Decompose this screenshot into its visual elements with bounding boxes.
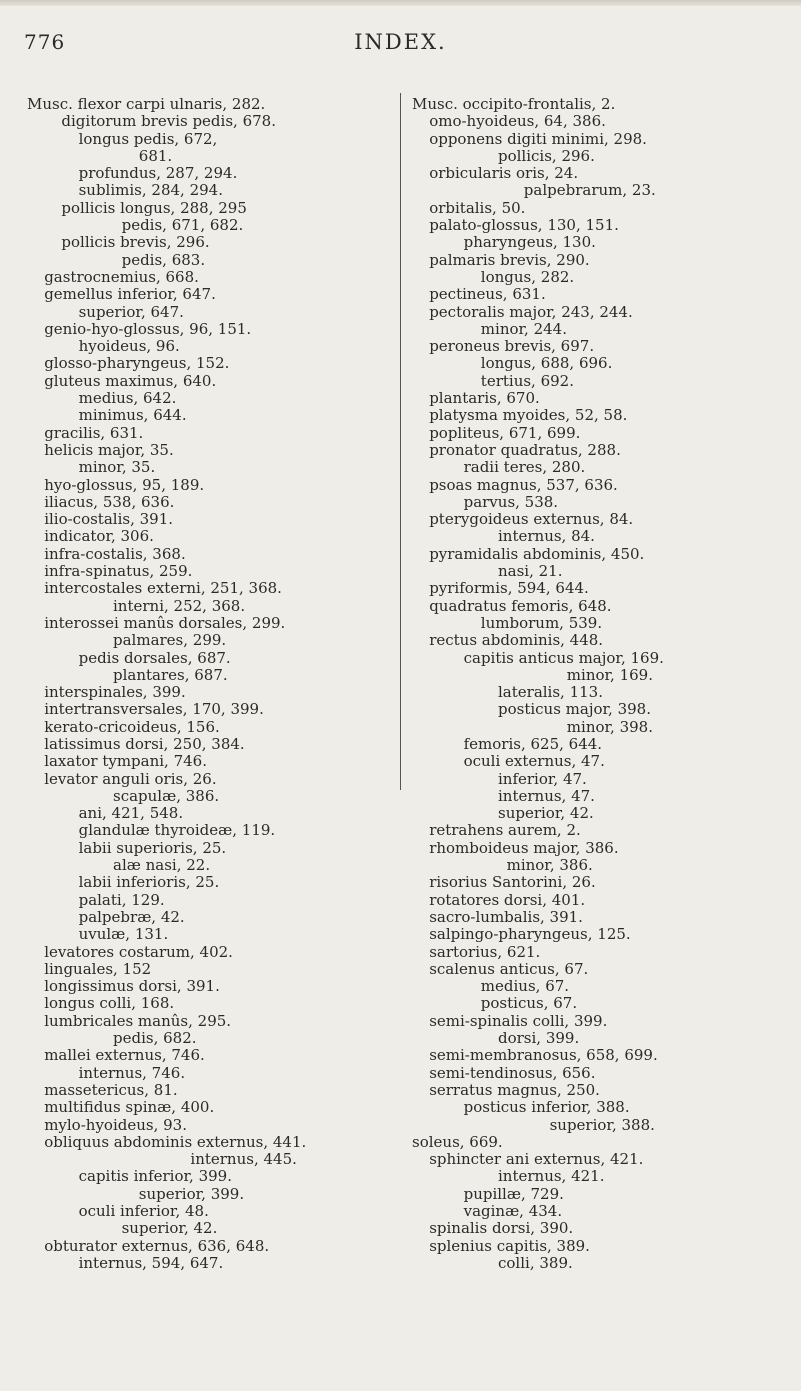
index-entry: superior, 399. <box>138 1184 245 1203</box>
index-entry: palmaris brevis, 290. <box>429 250 590 269</box>
index-entry: minimus, 644. <box>78 406 187 425</box>
index-entry: genio-hyo-glossus, 96, 151. <box>44 319 252 338</box>
index-entry: palato-glossus, 130, 151. <box>429 216 619 235</box>
index-entry: oculi externus, 47. <box>463 752 605 771</box>
index-entry: minor, 35. <box>78 458 156 477</box>
index-entry: posticus, 67. <box>480 994 578 1013</box>
index-entry: palpebrarum, 23. <box>523 181 656 200</box>
index-entry: serratus magnus, 250. <box>429 1080 600 1099</box>
index-entry: palmares, 299. <box>113 631 227 650</box>
index-entry: gracilis, 631. <box>44 423 144 442</box>
index-entry: popliteus, 671, 699. <box>429 423 581 442</box>
index-entry: multifidus spinæ, 400. <box>44 1098 215 1117</box>
index-entry: orbitalis, 50. <box>429 198 526 217</box>
index-entry: posticus inferior, 388. <box>463 1098 630 1117</box>
index-entry: pollicis brevis, 296. <box>61 233 210 252</box>
index-entry: ani, 421, 548. <box>78 804 184 823</box>
index-entry: tertius, 692. <box>480 371 574 390</box>
index-entry: capitis inferior, 399. <box>78 1167 232 1186</box>
index-entry: rhomboideus major, 386. <box>429 838 619 857</box>
index-entry: retrahens aurem, 2. <box>429 821 581 840</box>
index-entry: interossei manûs dorsales, 299. <box>44 613 286 632</box>
index-entry: scapulæ, 386. <box>113 786 220 805</box>
index-entry: longus, 282. <box>480 267 575 286</box>
index-entry: orbicularis oris, 24. <box>429 164 579 183</box>
index-entry: internus, 746. <box>78 1063 186 1082</box>
index-entry: pedis dorsales, 687. <box>78 648 231 667</box>
index-entry: lumbricales manûs, 295. <box>44 1011 232 1030</box>
index-entry: dorsi, 399. <box>498 1029 580 1048</box>
page-title: INDEX. <box>354 30 447 54</box>
index-entry: hyoideus, 96. <box>78 337 180 356</box>
page-top-edge <box>0 0 801 6</box>
index-entry: levatores costarum, 402. <box>44 942 233 961</box>
index-entry: glandulæ thyroideæ, 119. <box>78 821 276 840</box>
index-entry: psoas magnus, 537, 636. <box>429 475 618 494</box>
index-entry: sphincter ani externus, 421. <box>429 1150 644 1169</box>
index-entry: pronator quadratus, 288. <box>429 440 621 459</box>
index-entry: pyriformis, 594, 644. <box>429 579 589 598</box>
index-entry: internus, 445. <box>190 1150 297 1169</box>
index-entry: lumborum, 539. <box>480 613 603 632</box>
index-entry: labii superioris, 25. <box>78 838 227 857</box>
index-entry: inferior, 47. <box>498 769 587 788</box>
index-entry: mylo-hyoideus, 93. <box>44 1115 187 1134</box>
index-entry: obliquus abdominis externus, 441. <box>44 1132 307 1151</box>
index-entry: posticus major, 398. <box>498 700 651 719</box>
index-entry: pyramidalis abdominis, 450. <box>429 544 645 563</box>
index-entry: Musc. occipito-frontalis, 2. <box>412 95 616 113</box>
index-entry: omo-hyoideus, 64, 386. <box>429 112 606 131</box>
index-entry: interspinales, 399. <box>44 683 186 702</box>
index-entry: opponens digiti minimi, 298. <box>429 129 647 148</box>
index-entry: scalenus anticus, 67. <box>429 959 589 978</box>
index-entry: pedis, 671, 682. <box>121 216 244 235</box>
index-entry: longissimus dorsi, 391. <box>44 977 220 996</box>
index-entry: digitorum brevis pedis, 678. <box>61 112 276 131</box>
index-entry: minor, 244. <box>480 319 567 338</box>
index-entry: obturator externus, 636, 648. <box>44 1236 270 1255</box>
index-entry: intertransversales, 170, 399. <box>44 700 264 719</box>
index-entry: capitis anticus major, 169. <box>463 648 664 667</box>
index-entry: hyo-glossus, 95, 189. <box>44 475 205 494</box>
index-entry: quadratus femoris, 648. <box>429 596 612 615</box>
column-divider <box>400 93 401 790</box>
index-entry: nasi, 21. <box>498 562 563 581</box>
index-entry: palpebræ, 42. <box>78 907 185 926</box>
index-entry: splenius capitis, 389. <box>429 1236 590 1255</box>
index-entry: spinalis dorsi, 390. <box>429 1219 574 1238</box>
index-entry: internus, 84. <box>498 527 595 546</box>
index-entry: plantares, 687. <box>113 665 228 684</box>
index-entry: plantaris, 670. <box>429 389 540 408</box>
index-entry: pharyngeus, 130. <box>463 233 596 252</box>
index-entry: longus pedis, 672, <box>78 129 218 148</box>
index-entry: risorius Santorini, 26. <box>429 873 596 892</box>
page-number: 776 <box>24 30 66 54</box>
index-entry: superior, 42. <box>498 804 594 823</box>
index-entry: internus, 47. <box>498 786 595 805</box>
index-entry: minor, 398. <box>566 717 653 736</box>
index-entry: pollicis, 296. <box>498 146 595 165</box>
index-entry: helicis major, 35. <box>44 440 174 459</box>
index-entry: radii teres, 280. <box>463 458 586 477</box>
index-entry: laxator tympani, 746. <box>44 752 207 771</box>
index-entry: internus, 594, 647. <box>78 1253 224 1272</box>
index-entry: iliacus, 538, 636. <box>44 492 175 511</box>
index-entry: peroneus brevis, 697. <box>429 337 595 356</box>
index-entry: pterygoideus externus, 84. <box>429 510 634 529</box>
page-header <box>0 30 801 70</box>
index-entry: pupillæ, 729. <box>463 1184 564 1203</box>
index-entry: parvus, 538. <box>463 492 559 511</box>
index-entry: labii inferioris, 25. <box>78 873 220 892</box>
index-entry: palati, 129. <box>78 890 165 909</box>
index-entry: Musc. flexor carpi ulnaris, 282. <box>27 95 266 113</box>
index-entry: alæ nasi, 22. <box>113 856 211 875</box>
index-entry: ilio-costalis, 391. <box>44 510 174 529</box>
index-entry: latissimus dorsi, 250, 384. <box>44 734 245 753</box>
index-entry: profundus, 287, 294. <box>78 164 238 183</box>
index-entry: minor, 169. <box>566 665 653 684</box>
index-entry: semi-spinalis colli, 399. <box>429 1011 608 1030</box>
index-entry: infra-costalis, 368. <box>44 544 186 563</box>
index-entry: superior, 42. <box>121 1219 218 1238</box>
index-entry: soleus, 669. <box>412 1132 503 1151</box>
index-entry: glosso-pharyngeus, 152. <box>44 354 230 373</box>
index-entry: semi-tendinosus, 656. <box>429 1063 596 1082</box>
index-entry: minor, 386. <box>506 856 593 875</box>
index-entry: oculi inferior, 48. <box>78 1202 209 1220</box>
index-entry: colli, 389. <box>498 1253 573 1272</box>
index-entry: rotatores dorsi, 401. <box>429 890 586 909</box>
index-entry: intercostales externi, 251, 368. <box>44 579 282 598</box>
index-entry: longus colli, 168. <box>44 994 175 1013</box>
index-entry: medius, 67. <box>480 977 570 996</box>
index-entry: rectus abdominis, 448. <box>429 631 604 650</box>
index-entry: femoris, 625, 644. <box>463 734 603 753</box>
index-entry: longus, 688, 696. <box>480 354 613 373</box>
index-entry: gemellus inferior, 647. <box>44 285 216 304</box>
index-entry: salpingo-pharyngeus, 125. <box>429 925 631 944</box>
index-entry: pollicis longus, 288, 295 <box>61 198 247 217</box>
index-entry: semi-membranosus, 658, 699. <box>429 1046 658 1065</box>
index-entry: interni, 252, 368. <box>113 596 246 615</box>
index-entry: pectoralis major, 243, 244. <box>429 302 633 321</box>
index-entry: pedis, 683. <box>121 250 206 269</box>
index-entry: medius, 642. <box>78 389 177 408</box>
index-entry: indicator, 306. <box>44 527 154 546</box>
index-entry: 681. <box>138 146 173 165</box>
index-entry: gluteus maximus, 640. <box>44 371 217 390</box>
index-entry: mallei externus, 746. <box>44 1046 205 1065</box>
index-entry: massetericus, 81. <box>44 1080 178 1099</box>
index-entry: sublimis, 284, 294. <box>78 181 223 200</box>
index-entry: infra-spinatus, 259. <box>44 562 193 581</box>
index-entry: linguales, 152 <box>44 959 152 978</box>
index-entry: vaginæ, 434. <box>463 1202 563 1220</box>
index-entry: uvulæ, 131. <box>78 925 169 944</box>
index-entry: internus, 421. <box>498 1167 605 1186</box>
index-entry: platysma myoides, 52, 58. <box>429 406 628 425</box>
index-entry: levator anguli oris, 26. <box>44 769 217 788</box>
index-entry: pedis, 682. <box>113 1029 197 1048</box>
index-entry: superior, 388. <box>549 1115 655 1134</box>
index-column-right <box>412 96 782 1272</box>
index-entry: sacro-lumbalis, 391. <box>429 907 583 926</box>
index-entry: sartorius, 621. <box>429 942 541 961</box>
index-entry: superior, 647. <box>78 302 184 321</box>
index-column-left <box>27 96 392 1272</box>
index-entry: pectineus, 631. <box>429 285 546 304</box>
index-entry: gastrocnemius, 668. <box>44 267 199 286</box>
index-entry: lateralis, 113. <box>498 683 603 702</box>
index-entry: kerato-cricoideus, 156. <box>44 717 220 736</box>
